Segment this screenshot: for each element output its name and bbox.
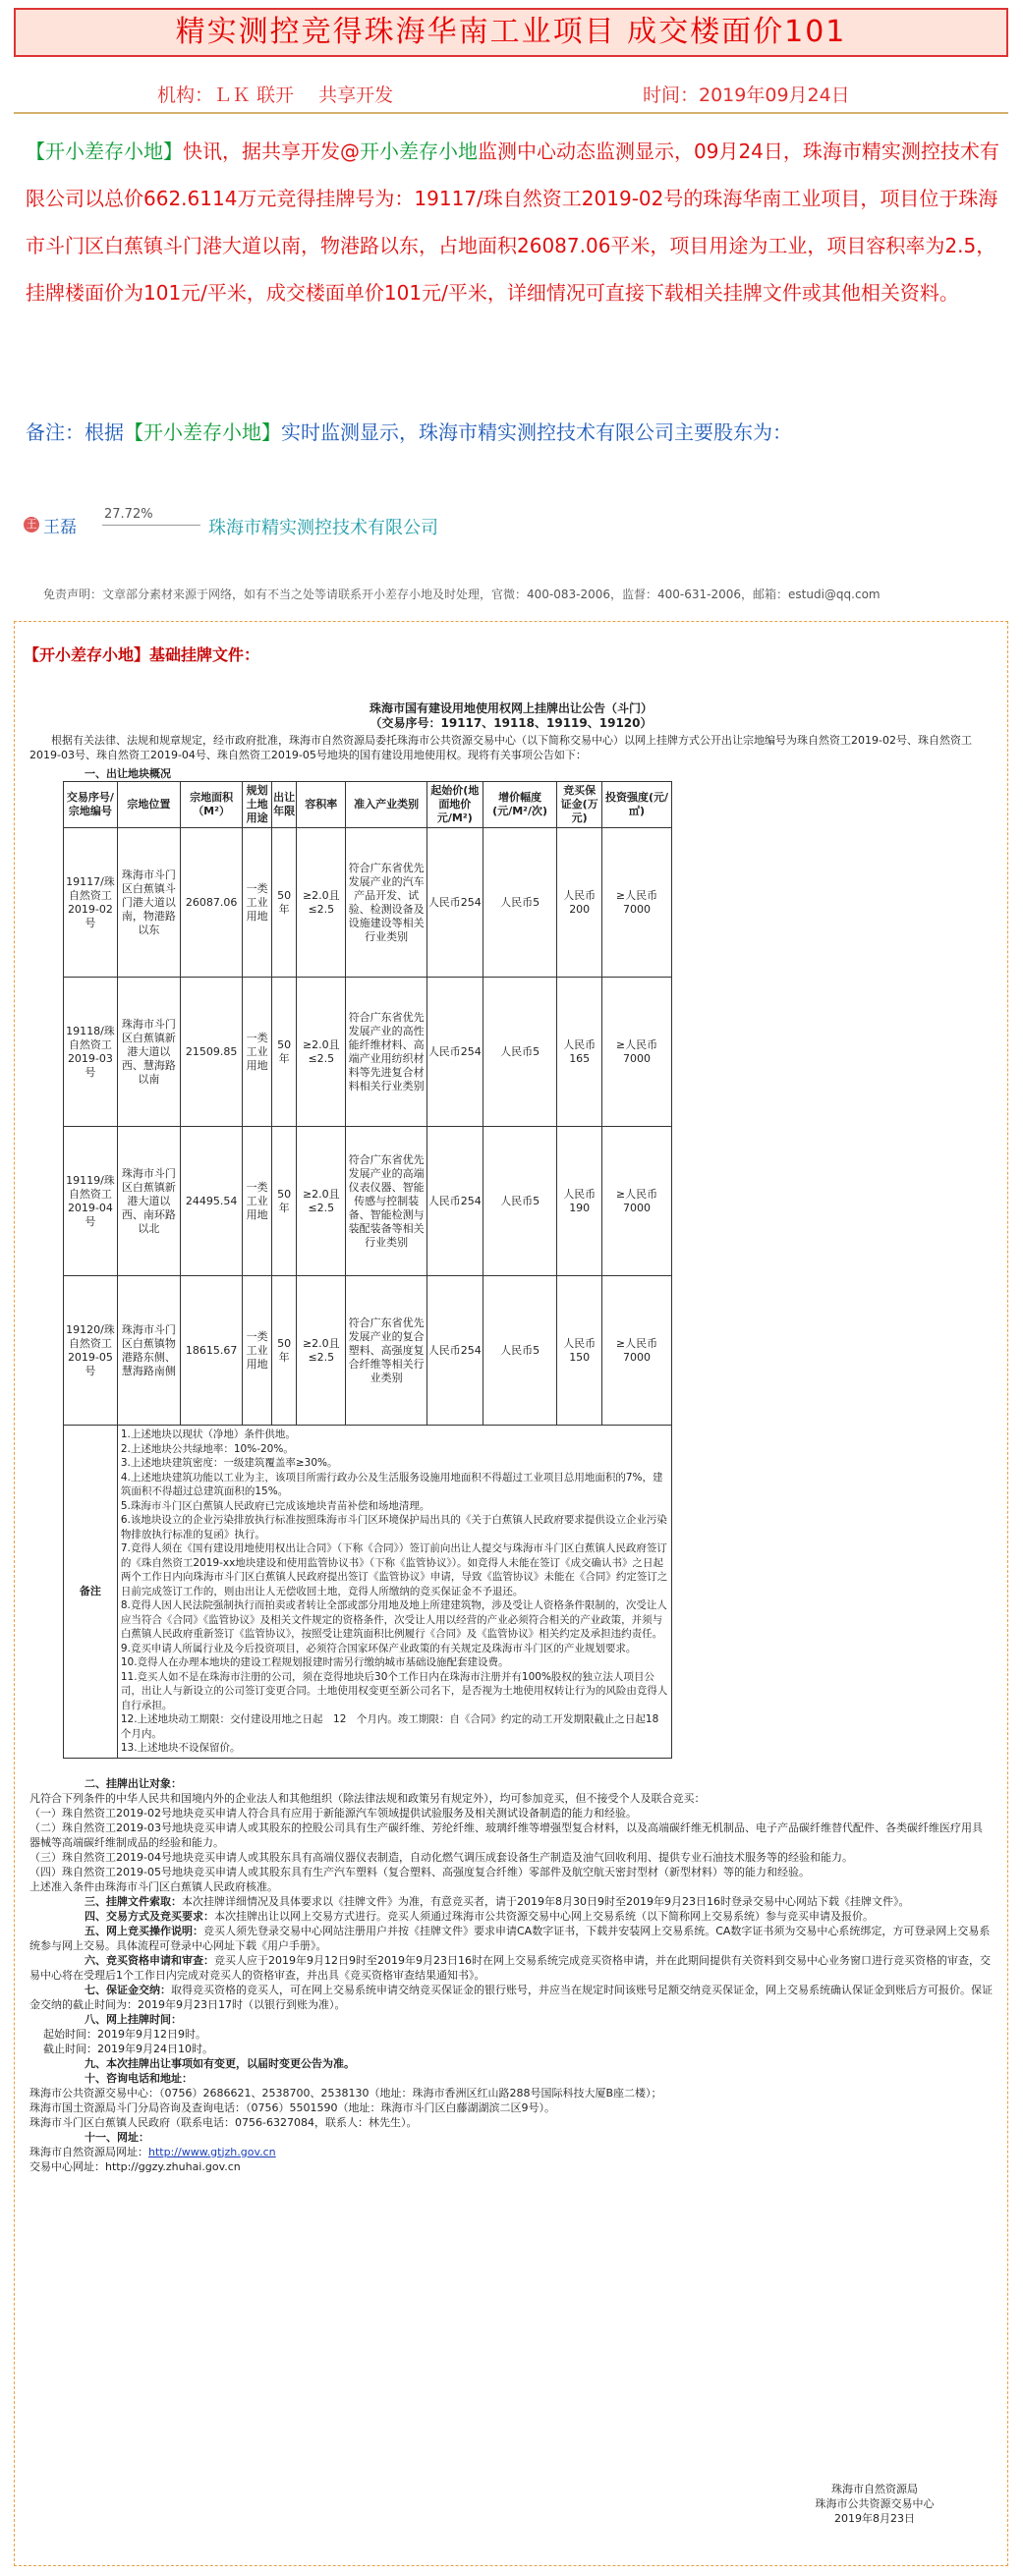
table-row: 19120/珠自然资工2019-05号 珠海市斗门区白蕉镇物港路东侧、慧海路南侧 18615.67 一类工业用地 50年 ≥2.0且≤2.5 符合广东省优先发展产业的复合塑料、高强度复合纤维等相关行业类别 人民币254 人民币5 人民币150 ≥人民币7000 [64, 1276, 672, 1426]
document-heading: 【开小差存小地】基础挂牌文件： [24, 645, 260, 664]
table-row: 19119/珠自然资工2019-04号 珠海市斗门区白蕉镇新港大道以西、南环路以北 24495.54 一类工业用地 50年 ≥2.0且≤2.5 符合广东省优先发展产业的高端仪表仪器、智能传感与控制装备、智能检测与装配装备等相关行业类别 人民币254 人民币5 人民币190 ≥人民币7000 [64, 1127, 672, 1276]
section-6: 六、竞买资格申请和审查：竞买人应于2019年9月12日9时至2019年9月23日16时在网上交易系统完成竞买资格申请，并在此期间提供有关资料到交易中心业务窗口进行竞买资格的审查，交易中心将在受理后1个工作日内完成对竞买人的资格审查，并出具《竞买资格审查结果通知书》。 [29, 1953, 991, 1982]
lead-paragraph: 【开小差存小地】快讯，据共享开发@开小差存小地监测中心动态监测显示，09月24日，珠海市精实测控技术有限公司以总价662.6114万元竞得挂牌号为：19117/珠自然资工2019-02号的珠海华南工业项目，项目位于珠海市斗门区白蕉镇斗门港大道以南，物港路以东，占地面积26087.06平米，项目用途为工业，项目容积率为2.5，挂牌楼面价为101元/平米，成交楼面单价101元/平米，详细情况可直接下载相关挂牌文件或其他相关资料。 [26, 140, 999, 305]
section-9-title: 九、本次挂牌出让事项如有变更，以届时变更公告为准。 [85, 2056, 355, 2070]
remarks-row [64, 1426, 672, 1759]
col-header: 容积率 [297, 782, 346, 828]
url-line-2: 交易中心网址：http://ggzy.zhuhai.gov.cn [29, 2159, 241, 2173]
table-row: 19118/珠自然资工2019-03号 珠海市斗门区白蕉镇新港大道以西、慧海路以南 21509.85 一类工业用地 50年 ≥2.0且≤2.5 符合广东省优先发展产业的高性能纤维材料、高端产业用纺织材料等先进复合材料相关行业类别 人民币254 人民币5 人民币165 ≥人民币7000 [64, 978, 672, 1127]
announcement-title: 珠海市国有建设用地使用权网上挂牌出让公告（斗门） [369, 701, 653, 715]
col-header: 竞买保证金(万元) [557, 782, 602, 828]
section-2-title: 二、挂牌出让对象： [85, 1776, 182, 1790]
table-row: 19117/珠自然资工2019-02号 珠海市斗门区白蕉镇斗门港大道以南，物港路以东 26087.06 一类工业用地 50年 ≥2.0且≤2.5 符合广东省优先发展产业的汽车产品开发、试验、检测设备及设施建设等相关行业类别 人民币254 人民币5 人民币200 ≥人民币7000 [64, 828, 672, 978]
page-title: 精实测控竞得珠海华南工业项目 成交楼面价101 [14, 8, 1008, 57]
parcel-table [63, 781, 672, 1759]
share-percent: 27.72% [104, 507, 153, 522]
announcement-serial: （交易序号：19117、19118、19119、19120） [369, 716, 653, 730]
col-header: 规划土地用途 [243, 782, 272, 828]
shareholder-note: 备注：根据【开小差存小地】实时监测显示，珠海市精实测控技术有限公司主要股东为： [26, 420, 792, 444]
announcement-intro: 根据有关法律、法规和规章规定，经市政府批准，珠海市自然资源局委托珠海市公共资源交易中心（以下简称交易中心）以网上挂牌方式公开出让宗地编号为珠自然资工2019-02号、珠自然资工2019-03号、珠自然资工2019-04号、珠自然资工2019-05号地块的国有建设用地使用权。现将有关事项公告如下： [29, 734, 972, 761]
remarks-cell: 1.上述地块以现状（净地）条件供地。 2.上述地块公共绿地率：10%-20%。 3.上述地块建筑密度：一级建筑覆盖率≥30%。 4.上述地块建筑功能以工业为主，该项目所需行政办公及生活服务设施用地面积不得超过工业项目总用地面积的7%，建筑面积不得超过总建筑面积的15%。 5.珠海市斗门区白蕉镇人民政府已完成该地块青苗补偿和场地清理。 6.该地块设立的企业污染排放执行标准按照珠海市斗门区环境保护局出具的《关于白蕉镇人民政府要求提供设立企业污染物排放执行标准的复函》执行。 7.竞得人须在《国有建设用地使用权出让合同》（下称《合同》）签订前向出让人提交与珠海市斗门区白蕉镇人民政府签订的《珠自然资工2019-xx地块建设和使用监管协议书》（下称《监管协议》）。如竞得人未能在签订《成交确认书》之日起两个工作日内向珠海市斗门区白蕉镇人民政府提出签订《监管协议》申请，导致《监管协议》未能在《合同》约定签订之日前完成签订工作的，则由出让人无偿收回土地，竞得人所缴纳的竞买保证金不予退还。 8.竞得人因人民法院强制执行而拍卖或者转让全部或部分用地及地上所建建筑物，涉及受让人资格条件限制的，次受让人应当符合《合同》《监管协议》及相关文件规定的资格条件，次受让人用以经营的产业必须符合相关的产业政策，并须与白蕉镇人民政府重新签订《监管协议》，按照受让建筑面积比例履行《合同》及《监管协议》相关约定及承担违约责任。 9.竞买申请人所属行业及今后投资项目，必须符合国家环保产业政策的有关规定及珠海市斗门区的产业规划要求。 10.竞得人在办理本地块的建设工程规划报建时需另行缴纳城市基础设施配套建设费。 11.竞买人如不是在珠海市注册的公司，须在竞得地块后30个工作日内在珠海市注册并有100%股权的独立法人项目公司，出让人与新设立的公司签订变更合同。土地使用权变更至新公司名下，是否视为土地使用权转让行为的风险由竞得人自行承担。 12.上述地块动工期限：交付建设用地之日起 12 个月内。竣工期限：自《合同》约定的动工开发期限截止之日起18个月内。 13.上述地块不设保留价。 [117, 1426, 671, 1759]
section-11-title: 十一、网址： [85, 2130, 149, 2144]
time-line: 时间：2019年09月24日 [643, 84, 850, 106]
table-header-row [64, 782, 672, 828]
col-header: 准入产业类别 [346, 782, 426, 828]
url-line-1: 珠海市自然资源局网址：http://www.gtjzh.gov.cn [29, 2145, 276, 2158]
col-header: 宗地位置 [117, 782, 180, 828]
share-line [102, 525, 200, 526]
col-header: 交易序号/宗地编号 [64, 782, 118, 828]
col-header: 出让年限 [272, 782, 297, 828]
col-header: 增价幅度(元/M²/次) [483, 782, 556, 828]
section-5: 五、网上竞买操作说明：竞买人须先登录交易中心网站注册用户并按《挂牌文件》要求申请CA数字证书，下载并安装网上交易系统。CA数字证书须为交易中心系统绑定，方可登录网上交易系统参与网上交易。具体流程可登录中心网址下载《用户手册》。 [29, 1924, 991, 1952]
natural-resources-link[interactable]: http://www.gtjzh.gov.cn [148, 2145, 276, 2158]
col-header: 起始价(地面地价元/M²) [426, 782, 483, 828]
divider [14, 112, 1008, 114]
agency-line: 机构：ＬＫ 联开 共享开发 [157, 84, 394, 106]
signature-block: 珠海市自然资源局 珠海市公共资源交易中心 2019年8月23日 [815, 2483, 935, 2525]
shareholder-row [24, 507, 1006, 540]
section-2: 二、挂牌出让对象： 凡符合下列条件的中华人民共和国境内外的企业法人和其他组织（除法律法规和政策另有规定外），均可参加竞买，但不接受个人及联合竞买： （一）珠自然资工2019-02号地块竞买申请人符合具有应用于新能源汽车领域提供试验服务及相关测试设备制造的能力和经验。 （二）珠自然资工2019-03号地块竞买申请人或其股东的控股公司具有生产碳纤维、芳纶纤维、玻璃纤维等增强型复合材料，以及高端碳纤维无机制品、电子产品碳纤维替代配件、各类碳纤维医疗用具器械等高端碳纤维制成品的经验和能力。 （三）珠自然资工2019-04号地块竞买申请人或其股东具有高端仪器仪表制造，自动化燃气调压成套设备生产制造及油气回收利用、提供专业石油技术服务等的经验和能力。 （四）珠自然资工2019-05号地块竞买申请人或其股东具有生产汽车塑料（复合塑料、高强度复合纤维）零部件及航空航天密封型材（新型材料）等的能力和经验。 上述准入条件由珠海市斗门区白蕉镇人民政府核准。 三、挂牌文件索取：本次挂牌详细情况及具体要求以《挂牌文件》为准，有意竞买者，请于2019年8月30日9时至2019年9月23日16时登录交易中心网站下载《挂牌文件》。 四、交易方式及竞买要求：本次挂牌出让以网上交易方式进行。竞买人须通过珠海市公共资源交易中心网上交易系统（以下简称网上交易系统）参与竞买申请及报价。 五、网上竞买操作说明：竞买人须先登录交易中心网站注册用户并按《挂牌文件》要求申请CA数字证书，下载并安装网上交易系统。CA数字证书须为交易中心系统绑定，方可登录网上交易系统参与网上交易。具体流程可登录中心网址下载《用户手册》。 六、竞买资格申请和审查：竞买人应于2019年9月12日9时至2019年9月23日16时在网上交易系统完成竞买资格申请，并在此期间提供有关资料到交易中心业务窗口进行竞买资格的审查，交易中心将在受理后1个工作日内完成对竞买人的资格审查，并出具《竞买资格审查结果通知书》。 七、保证金交纳：取得竞买资格的竞买人，可在网上交易系统申请交纳竞买保证金的银行账号，并应当在规定时间该账号足额交纳竞买保证金，网上交易系统确认保证金到账后方可报价。保证金交纳的截止时间为：2019年9月23日17时（以银行到账为准）。 八、网上挂牌时间： 起始时间：2019年9月12日9时。 截止时间：2019年9月24日10时。 九、本次挂牌出让事项如有变更，以届时变更公告为准。 十、咨询电话和地址： 珠海市公共资源交易中心：（0756）2686621、2538700、2538130（地址：珠海市香洲区红山路288号国际科技大厦B座二楼）； 珠海市国土资源局斗门分局咨询及查询电话：（0756）5501590（地址：珠海市斗门区白藤湖湖滨二区9号）。 珠海市斗门区白蕉镇人民政府（联系电话：0756-6327084，联系人：林先生）。 十一、网址： 珠海市自然资源局网址：http://www.gtjzh.gov.cn 交易中心网址：http://ggzy.zhuhai.gov.cn [29, 1776, 993, 2173]
remarks-label: 备注 [64, 1426, 118, 1759]
section-10-title: 十、咨询电话和地址： [85, 2071, 193, 2085]
announcement-document [29, 701, 993, 2174]
source-tag: 【开小差存小地】 [26, 140, 183, 163]
section-1-title: 一、出让地块概况 [85, 767, 171, 780]
section-4: 四、交易方式及竞买要求：本次挂牌出让以网上交易方式进行。竞买人须通过珠海市公共资源交易中心网上交易系统（以下简称网上交易系统）参与竞买申请及报价。 [85, 1909, 874, 1923]
disclaimer: 免责声明：文章部分素材来源于网络，如有不当之处等请联系开小差存小地及时处理，官微：400-083-2006，监督：400-631-2006，邮箱：estudi@qq.com [43, 588, 881, 601]
section-7: 七、保证金交纳：取得竞买资格的竞买人，可在网上交易系统申请交纳竞买保证金的银行账号，并应当在规定时间该账号足额交纳竞买保证金，网上交易系统确认保证金到账后方可报价。保证金交纳的截止时间为：2019年9月23日17时（以银行到账为准）。 [29, 1983, 993, 2011]
col-header: 投资强度(元/㎡) [602, 782, 672, 828]
section-3: 三、挂牌文件索取：本次挂牌详细情况及具体要求以《挂牌文件》为准，有意竞买者，请于2019年8月30日9时至2019年9月23日16时登录交易中心网站下载《挂牌文件》。 [85, 1894, 910, 1908]
person-icon: 王 [24, 517, 39, 532]
section-8-title: 八、网上挂牌时间： [85, 2012, 182, 2026]
col-header: 宗地面积（M²） [180, 782, 242, 828]
shareholder-name[interactable]: 王磊 [43, 518, 77, 537]
company-name[interactable]: 珠海市精实测控技术有限公司 [208, 518, 438, 538]
